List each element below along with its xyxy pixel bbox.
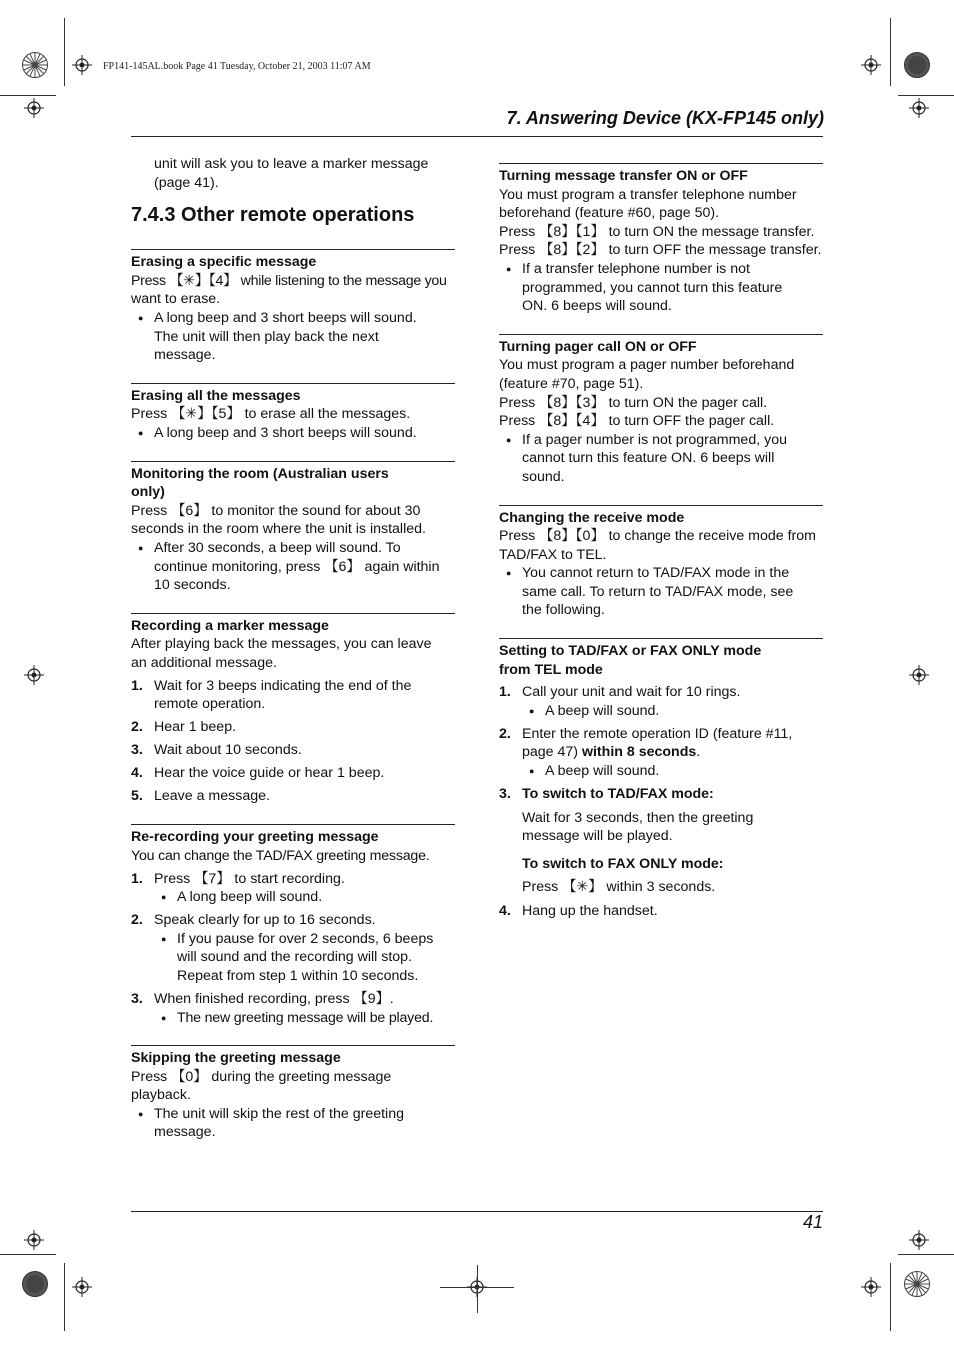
step-number: 1. [131,870,143,887]
text-line: Press 【8】【4】 to turn OFF the pager call. [499,413,775,430]
text-line: ● A long beep will sound. [177,889,323,906]
color-target-icon [904,1271,930,1297]
header-divider [131,136,823,137]
text-line: Press 【8】【3】 to turn ON the pager call. [499,394,768,411]
section-heading: Changing the receive mode [499,509,685,526]
step-item [131,870,455,889]
step-number: 1. [131,677,143,694]
text-line: ● After 30 seconds, a beep will sound. To [154,539,401,556]
text-line: Press 【✳】【5】 to erase all the messages. [131,406,411,423]
text-line: Speak clearly for up to 16 seconds. [154,912,376,929]
text-line: an additional message. [131,654,277,671]
step-item [499,902,823,921]
section-heading: Skipping the greeting message [131,1050,341,1067]
step-item [499,785,823,897]
bullet-item [131,539,455,595]
text-line: (feature #70, page 51). [499,375,644,392]
bullet-item [499,564,823,620]
registration-crosshair-icon [909,1230,929,1250]
section-heading: Turning pager call ON or OFF [499,338,697,355]
text-line: Press 【8】【1】 to turn ON the message transfer. [499,223,815,240]
step-number: 1. [499,684,511,701]
section-heading: Re-recording your greeting message [131,828,379,845]
crop-line [0,95,56,96]
left-column [131,155,455,1160]
text-line: same call. To return to TAD/FAX mode, see [522,583,794,600]
text-line: ● A beep will sound. [545,702,660,719]
section-skip-greeting [131,1045,455,1142]
text-line: ON. 6 beeps will sound. [522,298,672,315]
text-line: ● You cannot return to TAD/FAX mode in the [522,565,790,582]
registration-crosshair-icon [909,665,929,685]
text-line: You can change the TAD/FAX greeting message. [131,847,430,864]
text-line: Wait for 3 seconds, then the greeting [522,809,754,826]
section-rerecord-greeting [131,824,455,1027]
bullet-item [131,888,455,907]
text-line [522,743,823,762]
text-line: Call your unit and wait for 10 rings. [522,684,741,701]
registration-crosshair-icon [861,1277,881,1297]
color-target-icon [22,52,48,78]
crop-line [0,1254,56,1255]
text-line: Press 【✳】【4】 while listening to the message you [131,272,447,289]
text-line: sound. [522,468,565,485]
step-number: 2. [499,725,511,742]
step-item [131,764,455,783]
text-line: ● The new greeting message will be played. [177,1009,434,1026]
text-line: ● A long beep and 3 short beeps will sound. [154,424,417,441]
section-heading: Erasing a specific message [131,254,317,271]
registration-crosshair-icon [72,55,92,75]
step-item [131,990,455,1009]
step-number: 4. [499,902,511,919]
text-line: Hear 1 beep. [154,719,237,736]
step-item [131,787,455,806]
text-line: ● A long beep and 3 short beeps will sound. [154,309,417,326]
step-number: 2. [131,912,143,929]
text-line: Press 【0】 during the greeting message [131,1068,392,1085]
registration-crosshair-icon [24,665,44,685]
text-line: Press 【✳】 within 3 seconds. [522,879,716,896]
step-number: 4. [131,765,143,782]
page-number: 41 [802,1212,823,1232]
text-line: When finished recording, press 【9】. [154,990,394,1007]
text-line: Press 【8】【2】 to turn OFF the message transfer. [499,242,822,259]
step-subheading: To switch to TAD/FAX mode: [522,786,714,802]
text-line: seconds in the room where the unit is installed. [131,521,426,538]
bullet-item [131,1105,455,1142]
text-line: playback. [131,1087,191,1104]
text-line: unit will ask you to leave a marker message [154,156,429,172]
step-item [131,677,455,714]
text-line: beforehand (feature #60, page 50). [499,205,720,222]
spacer [522,846,823,855]
section-message-transfer [499,163,823,316]
registration-crosshair-icon [24,98,44,118]
section-erase-specific [131,249,455,365]
step-number: 5. [131,788,143,805]
section-heading: Turning message transfer ON or OFF [499,168,748,184]
step-item [131,741,455,760]
text-line: only) [131,484,165,501]
text-line: Wait for 3 beeps indicating the end of the [154,677,412,694]
emphasis-text: within 8 seconds [581,744,697,761]
section-monitor-room [131,461,455,595]
intro-text [154,155,455,192]
section-marker-message [131,613,455,806]
section-pager-call [499,334,823,487]
bullet-item [131,930,455,986]
step-number: 3. [131,742,143,759]
crop-line [898,1254,954,1255]
step-number: 2. [131,719,143,736]
crop-line [64,1263,65,1331]
step-item [499,725,823,762]
text-line: ● If a pager number is not programmed, you [522,431,787,448]
bullet-item [499,260,823,316]
step-item [499,683,823,702]
text-line: After playing back the messages, you can leave [131,636,432,653]
bullet-item [131,424,455,443]
book-print-info: FP141-145AL.book Page 41 Tuesday, October 21, 2003 11:07 AM [103,61,371,72]
bullet-item [131,309,455,365]
text-line: the following. [522,602,605,619]
text-line: remote operation. [154,696,266,713]
section-heading: Recording a marker message [131,617,329,634]
chapter-header: 7. Answering Device (KX-FP145 only) [506,108,824,128]
text-line: Repeat from step 1 within 10 seconds. [177,967,419,984]
bullet-item [499,431,823,487]
crop-line [890,18,891,86]
text-line: (page 41). [154,174,219,191]
text-line: ● The unit will skip the rest of the greeting [154,1105,404,1122]
bullet-item [499,702,823,721]
text-line: ● If a transfer telephone number is not [522,260,750,277]
section-heading [131,465,455,502]
text-line: message. [154,347,216,364]
text-line: will sound and the recording will stop. [177,949,413,966]
text-line: Leave a message. [154,788,270,805]
crop-line [890,1263,891,1331]
text-line: Setting to TAD/FAX or FAX ONLY mode [499,643,762,660]
registration-crosshair-icon [24,1230,44,1250]
text-line: ● If you pause for over 2 seconds, 6 beeps [177,930,434,947]
bullet-item [499,762,823,781]
bullet-item [131,1009,455,1028]
text-span: page 47) [522,744,582,761]
step-number: 3. [131,990,143,1007]
text-line: cannot turn this feature ON. 6 beeps will [522,450,775,467]
text-line: 10 seconds. [154,577,231,594]
crop-line [64,18,65,86]
text-line: Press 【6】 to monitor the sound for about 30 [131,502,421,519]
color-target-icon [904,52,930,78]
text-span: . [696,744,701,761]
step-number: 3. [499,786,511,802]
text-line: Enter the remote operation ID (feature #11, [522,725,793,742]
text-line: Hang up the handset. [522,902,658,919]
text-line: You must program a transfer telephone number [499,186,797,203]
section-receive-mode [499,505,823,621]
text-line: Monitoring the room (Australian users [131,465,389,482]
section-title: 7.4.3 Other remote operations [131,204,415,227]
crop-line [898,95,954,96]
section-heading: Erasing all the messages [131,387,301,404]
text-line: ● A beep will sound. [545,763,660,780]
crop-line [477,1265,478,1313]
text-line: TAD/FAX to TEL. [499,546,607,563]
step-item [131,718,455,737]
text-line: message. [154,1124,216,1141]
text-line: Press 【7】 to start recording. [154,870,345,887]
step-subheading: To switch to FAX ONLY mode: [522,855,724,872]
text-line: message will be played. [522,828,673,845]
text-line: from TEL mode [499,661,603,678]
section-tel-mode [499,638,823,921]
registration-crosshair-icon [72,1277,92,1297]
section-heading [499,642,823,679]
text-line: The unit will then play back the next [154,328,379,345]
text-line: want to erase. [131,291,221,308]
section-erase-all [131,383,455,443]
text-line: Hear the voice guide or hear 1 beep. [154,765,385,782]
text-line: continue monitoring, press 【6】 again within [154,558,440,575]
step-item [131,911,455,930]
registration-crosshair-icon [909,98,929,118]
color-target-icon [22,1271,48,1297]
text-line: You must program a pager number beforehand [499,357,795,374]
registration-crosshair-icon [861,55,881,75]
text-line: Wait about 10 seconds. [154,742,302,759]
text-line: programmed, you cannot turn this feature [522,279,783,296]
text-line: Press 【8】【0】 to change the receive mode from [499,528,816,545]
right-column [499,163,823,939]
